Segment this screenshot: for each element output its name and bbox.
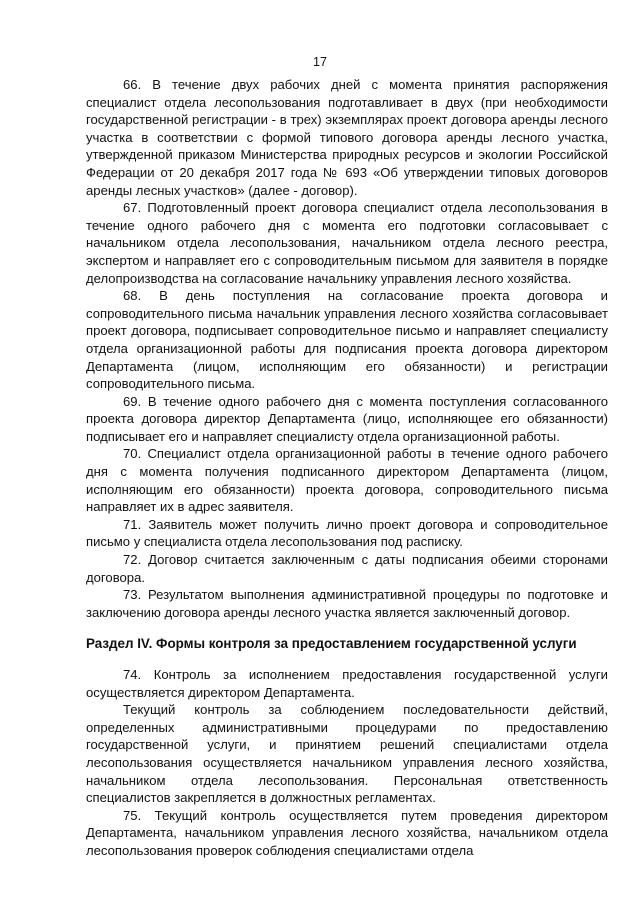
paragraph-current-control: Текущий контроль за соблюдением последовательности действий, определенных административными процедурами по предоставлению государственной услуги, и принятием решений специалистами отдела лесопользования осуществляется начальником управления лесного хозяйства, начальником отдела лесопользования. Персональная ответственность специалистов закрепляется в должностных регламентах.	[86, 702, 608, 806]
paragraph-73: 73. Результатом выполнения административной процедуры по подготовке и заключению договора аренды лесного участка является заключенный договор.	[86, 587, 608, 620]
paragraph-71: 71. Заявитель может получить лично проект договора и сопроводительное письмо у специалиста отдела лесопользования под расписку.	[86, 516, 608, 550]
page-number: 17	[313, 55, 327, 69]
paragraph-66: 66. В течение двух рабочих дней с момента принятия распоряжения специалист отдела лесопользования подготавливает в двух (при необходимости государственной регистрации - в трех) экземплярах проект договора аренды лесного участка в соответствии с формой типового договора аренды лесного участка, утвержденной приказом Министерства природных ресурсов и экологии Российской Федерации от 20 декабря 2017 года № 693 «Об утверждении типовых договоров аренды лесных участков» (далее - договор).	[86, 77, 608, 198]
section-heading: Раздел IV. Формы контроля за предоставлением государственной услуги	[86, 636, 577, 652]
paragraph-69: 69. В течение одного рабочего дня с момента поступления согласованного проекта договора директор Департамента (лицо, исполняющее его обязанности) подписывает его и направляет специалисту отдела организационной работы.	[86, 393, 608, 444]
paragraph-67: 67. Подготовленный проект договора специалист отдела лесопользования в течение одного рабочего дня с момента его подготовки согласовывает с начальником отдела лесопользования, начальником отдела лесного реестра, экспертом и направляет его с сопроводительным письмом для заявителя в порядке делопроизводства на согласование начальнику управления лесного хозяйства.	[86, 200, 608, 286]
paragraph-74: 74. Контроль за исполнением предоставления государственной услуги осуществляется директором Департамента.	[86, 667, 608, 700]
document-body	[86, 76, 608, 860]
paragraph-72: 72. Договор считается заключенным с даты подписания обеими сторонами договора.	[86, 552, 608, 585]
paragraph-75: 75. Текущий контроль осуществляется путем проведения директором Департамента, начальником управления лесного хозяйства, начальником отдела лесопользования проверок соблюдения специалистами отдела	[86, 807, 608, 858]
paragraph-68: 68. В день поступления на согласование проекта договора и сопроводительного письма начальник управления лесного хозяйства согласовывает проект договора, подписывает сопроводительное письмо и направляет специалисту отдела организационной работы для подписания проекта договора директором Департамента (лицом, исполняющим его обязанности) и регистрации сопроводительного письма.	[86, 288, 608, 392]
paragraph-70: 70. Специалист отдела организационной работы в течение одного рабочего дня с момента получения подписанного директором Департамента (лицом, исполняющим его обязанности) проекта договора, сопроводительного письма направляет их в адрес заявителя.	[86, 446, 608, 515]
